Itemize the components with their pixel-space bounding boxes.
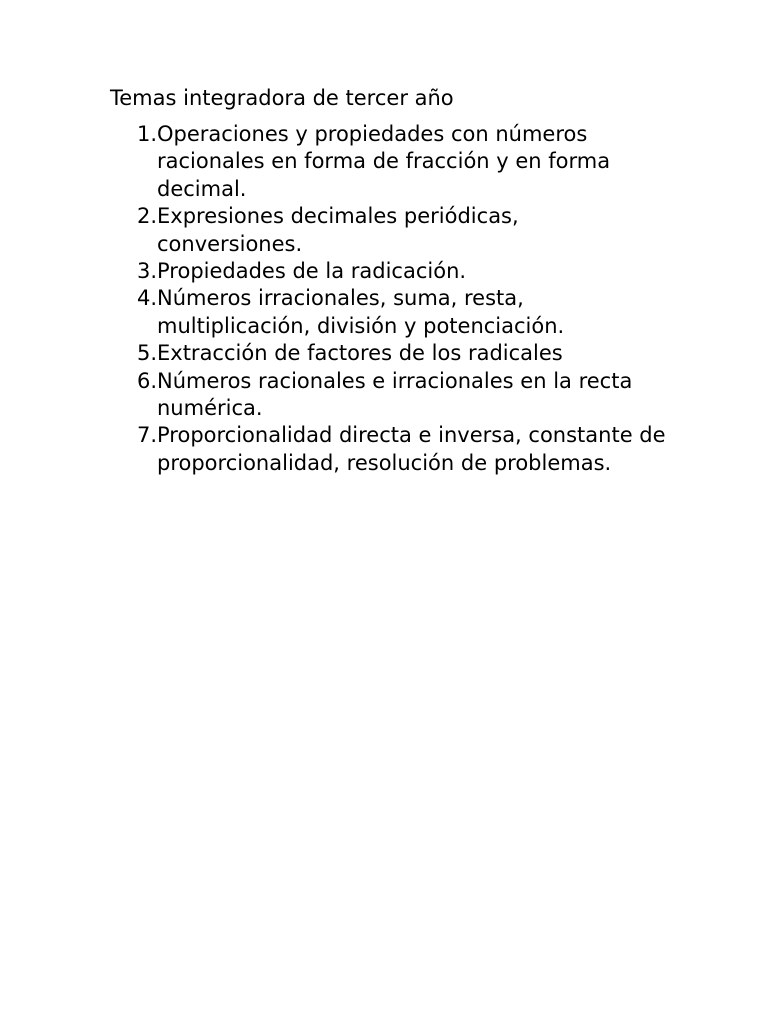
list-item [110, 258, 670, 285]
list-item [110, 368, 670, 423]
list-item [110, 285, 670, 340]
topic-list [110, 121, 670, 477]
list-item-number: 7. [136, 423, 157, 448]
list-item [110, 422, 670, 477]
list-item [110, 340, 670, 367]
document-title: Temas integradora de tercer año [110, 86, 454, 110]
list-item [110, 121, 670, 203]
list-item-text: Propiedades de la radicación. [157, 259, 467, 284]
list-item-text: Números racionales e irracionales en la recta numérica. [157, 368, 633, 421]
list-item-number: 2. [136, 204, 157, 229]
list-item-number: 5. [136, 341, 157, 366]
list-item [110, 203, 670, 258]
list-item-text: Proporcionalidad directa e inversa, constante de proporcionalidad, resolución de problemas. [157, 423, 666, 475]
list-item-text: Operaciones y propiedades con números racionales en forma de fracción y en forma decimal. [157, 122, 611, 201]
list-item-text: Números irracionales, suma, resta, multiplicación, división y potenciación. [157, 286, 565, 338]
list-item-number: 4. [136, 286, 157, 311]
list-item-text: Extracción de factores de los radicales [157, 341, 563, 366]
list-item-number: 1. [136, 122, 157, 146]
list-item-number: 3. [136, 259, 157, 284]
list-item-number: 6. [136, 368, 157, 393]
list-item-text: Expresiones decimales periódicas, conversiones. [157, 204, 519, 256]
